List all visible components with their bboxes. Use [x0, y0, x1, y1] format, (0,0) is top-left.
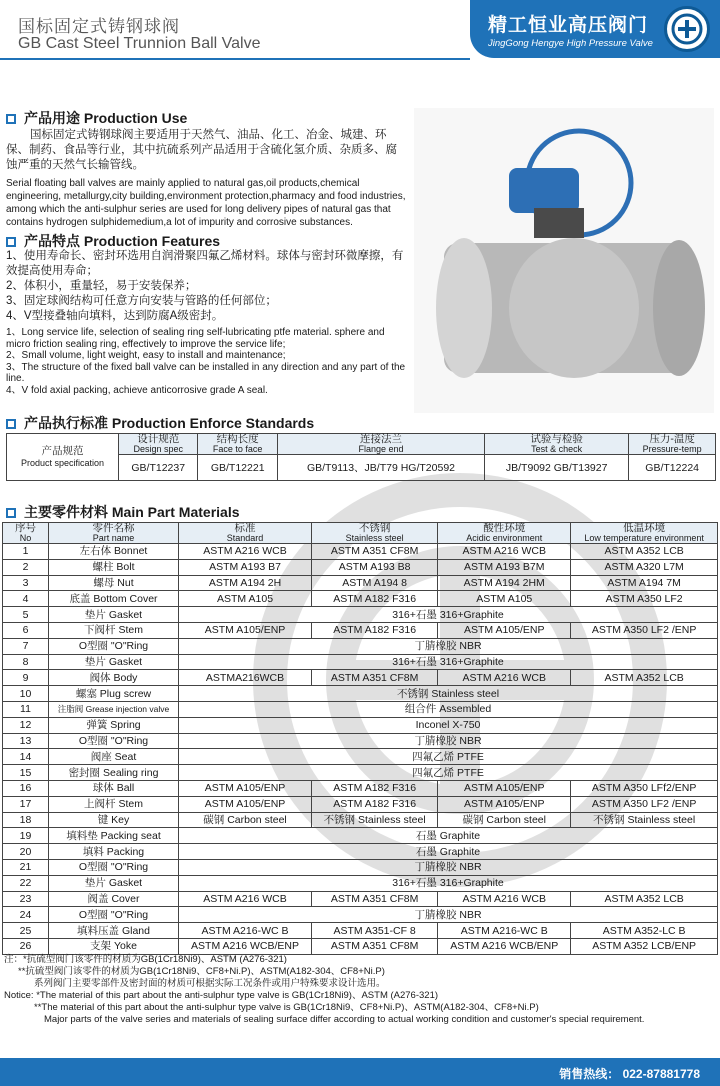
- spec-label: 产品规范 Product specification: [7, 434, 119, 481]
- table-cell: 不锈钢 Stainless steel: [312, 812, 438, 828]
- std-value: GB/T12237: [119, 455, 198, 481]
- table-cell: 13: [3, 733, 49, 749]
- std-value: GB/T12221: [198, 455, 277, 481]
- table-cell: 24: [3, 907, 49, 923]
- bullet-square-icon: [6, 237, 16, 247]
- title-zh: 国标固定式铸钢球阀: [18, 17, 180, 36]
- table-row: [3, 559, 718, 575]
- table-row: [3, 607, 718, 623]
- bullet-square-icon: [6, 508, 16, 518]
- table-cell: 阀座 Seat: [49, 749, 179, 765]
- table-row: [3, 875, 718, 891]
- table-cell: 316+石墨 316+Graphite: [179, 875, 718, 891]
- table-cell: 9: [3, 670, 49, 686]
- table-cell: 支架 Yoke: [49, 938, 179, 954]
- title-en: GB Cast Steel Trunnion Ball Valve: [18, 35, 261, 52]
- std-value: GB/T9113、JB/T79 HG/T20592: [277, 455, 484, 481]
- table-cell: O型圈 "O"Ring: [49, 638, 179, 654]
- note-line: **The material of this part about the anti-sulphur type valve is GB(1Cr18Ni9、CF8+Ni.P)、ASTM(A182-304、CF8+Ni.P): [34, 1002, 539, 1013]
- feature-en: 1、Long service life, selection of sealing ring self-lubricating ptfe material. sphere and micro friction sealing ring, effectively to improve the service life;: [6, 327, 385, 350]
- use-heading: 产品用途 Production Use: [6, 108, 187, 128]
- standards-heading: 产品执行标准 Production Enforce Standards: [6, 413, 314, 433]
- table-cell: 19: [3, 828, 49, 844]
- table-cell: 填料压盖 Gland: [49, 923, 179, 939]
- feature-en: 2、Small volume, light weight, easy to install and maintenance;: [6, 350, 286, 361]
- note-line: 注：*抗硫型阀门该零件的材质为GB(1Cr18Ni9)、ASTM (A276-321): [4, 954, 287, 965]
- table-row: [3, 733, 718, 749]
- page-header: [0, 0, 720, 62]
- note-line: Notice: *The material of this part about the anti-sulphur type valve is GB(1Cr18Ni9)、ASTM (A276-321): [4, 990, 439, 1001]
- table-cell: 丁腈橡胶 NBR: [179, 859, 718, 875]
- table-cell: ASTM A182 F316: [312, 796, 438, 812]
- table-cell: ASTM A350 LF2 /ENP: [571, 796, 718, 812]
- table-cell: O型圈 "O"Ring: [49, 907, 179, 923]
- table-cell: 7: [3, 638, 49, 654]
- table-cell: 弹簧 Spring: [49, 717, 179, 733]
- table-cell: 密封圈 Sealing ring: [49, 765, 179, 781]
- note-line: 系列阀门主要零部件及密封面的材质可根据实际工况条件或用户特殊要求设计选用。: [34, 978, 386, 989]
- table-cell: 26: [3, 938, 49, 954]
- std-head: 连接法兰 Flange end: [277, 434, 484, 455]
- table-row: [3, 859, 718, 875]
- table-cell: 阀盖 Cover: [49, 891, 179, 907]
- table-cell: ASTM A352 LCB: [571, 544, 718, 560]
- table-cell: 20: [3, 844, 49, 860]
- materials-header-cell: 标准 Standard: [179, 523, 312, 544]
- table-cell: 5: [3, 607, 49, 623]
- table-cell: ASTM A105/ENP: [179, 780, 312, 796]
- feature-en: 4、V fold axial packing, achieve anticorrosive grade A seal.: [6, 384, 268, 396]
- table-cell: ASTM A352-LC B: [571, 923, 718, 939]
- table-row: [3, 575, 718, 591]
- table-cell: ASTM A216 WCB/ENP: [179, 938, 312, 954]
- table-cell: Inconel X-750: [179, 717, 718, 733]
- table-cell: ASTM A216-WC B: [438, 923, 571, 939]
- table-cell: 丁腈橡胶 NBR: [179, 733, 718, 749]
- table-cell: ASTM A351 CF8M: [312, 670, 438, 686]
- table-cell: ASTM A193 B7: [179, 559, 312, 575]
- table-cell: 螺塞 Plug screw: [49, 686, 179, 702]
- table-cell: 17: [3, 796, 49, 812]
- table-row: [3, 591, 718, 607]
- use-text-en: Serial floating ball valves are mainly applied to natural gas,oil products,chemical engineering, metallurgy,city building,environment protection,pharmacy and food industries, among which the anti-sulphur series are used for long delivery pipes of natural gas that contains hydrogen sulphidemedium,a lot of impurity and corrosive substances.: [6, 178, 406, 228]
- bullet-square-icon: [6, 419, 16, 429]
- table-cell: 1: [3, 544, 49, 560]
- table-cell: ASTM A216 WCB: [179, 891, 312, 907]
- table-row: [3, 749, 718, 765]
- std-head: 试验与检验 Test & check: [485, 434, 629, 455]
- table-cell: 碳钢 Carbon steel: [438, 812, 571, 828]
- table-row: [3, 701, 718, 717]
- features-list-en: [6, 327, 411, 396]
- table-cell: ASTM A105/ENP: [438, 780, 571, 796]
- table-cell: 25: [3, 923, 49, 939]
- std-head: 压力-温度 Pressure-temp: [629, 434, 716, 455]
- table-cell: ASTM A105/ENP: [179, 622, 312, 638]
- materials-heading: 主要零件材料 Main Part Materials: [6, 502, 240, 522]
- table-cell: ASTM A105/ENP: [179, 796, 312, 812]
- table-cell: 四氟乙烯 PTFE: [179, 765, 718, 781]
- table-row: [3, 638, 718, 654]
- table-cell: 注脂阀 Grease injection valve: [49, 701, 179, 717]
- table-cell: 3: [3, 575, 49, 591]
- brand-name-en: JingGong Hengye High Pressure Valve: [488, 38, 653, 49]
- table-cell: ASTM A182 F316: [312, 780, 438, 796]
- table-cell: 15: [3, 765, 49, 781]
- std-value: JB/T9092 GB/T13927: [485, 455, 629, 481]
- note-line: Major parts of the valve series and materials of sealing surface differ according to actual working condition and customer's special requirement.: [44, 1014, 645, 1025]
- table-cell: 下阀杆 Stem: [49, 622, 179, 638]
- features-list-zh: [6, 249, 411, 324]
- table-cell: 丁腈橡胶 NBR: [179, 638, 718, 654]
- note-line: **抗硫型阀门该零件的材质为GB(1Cr18Ni9、CF8+Ni.P)、ASTM(A182-304、CF8+Ni.P): [18, 966, 385, 977]
- table-row: [3, 670, 718, 686]
- table-cell: ASTM A194 2H: [179, 575, 312, 591]
- table-cell: ASTM A352 LCB: [571, 891, 718, 907]
- table-row: [3, 938, 718, 954]
- materials-header-cell: 酸性环境 Acidic environment: [438, 523, 571, 544]
- std-head: 结构长度 Face to face: [198, 434, 277, 455]
- notes: [4, 954, 719, 1026]
- table-row: [3, 765, 718, 781]
- table-cell: ASTM A350 LF2 /ENP: [571, 622, 718, 638]
- table-cell: 4: [3, 591, 49, 607]
- table-cell: 12: [3, 717, 49, 733]
- use-text-zh: 国标固定式铸钢球阀主要适用于天然气、油品、化工、冶金、城建、环保、制药、食品等行业，其中抗硫系列产品适用于含硫化氢介质、杂质多、腐蚀严重的天然气长输管线。: [6, 129, 397, 171]
- table-cell: 不锈钢 Stainless steel: [179, 686, 718, 702]
- table-cell: 石墨 Graphite: [179, 828, 718, 844]
- table-cell: ASTM A216 WCB/ENP: [438, 938, 571, 954]
- materials-table: [2, 522, 718, 955]
- materials-header-cell: 序号 No: [3, 523, 49, 544]
- feature-zh: 3、固定球阀结构可任意方向安装与管路的任何部位；: [6, 295, 277, 307]
- table-cell: 不锈钢 Stainless steel: [571, 812, 718, 828]
- table-cell: 上阀杆 Stem: [49, 796, 179, 812]
- table-row: [3, 844, 718, 860]
- table-cell: ASTM A105: [438, 591, 571, 607]
- table-cell: 左右体 Bonnet: [49, 544, 179, 560]
- table-cell: 18: [3, 812, 49, 828]
- table-row: [3, 780, 718, 796]
- feature-zh: 2、体积小，重量轻，易于安装保养；: [6, 280, 197, 292]
- table-cell: ASTMA216WCB: [179, 670, 312, 686]
- table-cell: ASTM A216 WCB: [438, 544, 571, 560]
- table-cell: ASTM A351 CF8M: [312, 544, 438, 560]
- table-cell: ASTM A351-CF 8: [312, 923, 438, 939]
- materials-header-cell: 低温环境 Low temperature environment: [571, 523, 718, 544]
- table-cell: 垫片 Gasket: [49, 654, 179, 670]
- table-cell: 2: [3, 559, 49, 575]
- table-cell: ASTM A194 8: [312, 575, 438, 591]
- table-cell: O型圈 "O"Ring: [49, 733, 179, 749]
- table-cell: ASTM A350 LF2: [571, 591, 718, 607]
- table-cell: ASTM A105: [179, 591, 312, 607]
- table-row: [3, 717, 718, 733]
- table-cell: 丁腈橡胶 NBR: [179, 907, 718, 923]
- std-head: 设计规范 Design spec: [119, 434, 198, 455]
- table-cell: 螺母 Nut: [49, 575, 179, 591]
- materials-header-cell: 零件名称 Part name: [49, 523, 179, 544]
- feature-zh: 4、V型接叠轴向填料，达到防腐A级密封。: [6, 310, 224, 322]
- hotline-text: 销售热线： 022-87881778: [559, 1067, 700, 1081]
- hotline-bar: [0, 1058, 720, 1086]
- table-cell: 碳钢 Carbon steel: [179, 812, 312, 828]
- table-cell: 阀体 Body: [49, 670, 179, 686]
- feature-en: 3、The structure of the fixed ball valve can be installed in any direction and any part of the line.: [6, 361, 406, 384]
- table-cell: 螺柱 Bolt: [49, 559, 179, 575]
- table-cell: 8: [3, 654, 49, 670]
- table-row: [3, 622, 718, 638]
- table-cell: ASTM A193 B7M: [438, 559, 571, 575]
- table-cell: 垫片 Gasket: [49, 875, 179, 891]
- table-cell: ASTM A194 7M: [571, 575, 718, 591]
- table-cell: ASTM A350 LFf2/ENP: [571, 780, 718, 796]
- table-cell: ASTM A182 F316: [312, 622, 438, 638]
- bullet-square-icon: [6, 114, 16, 124]
- table-row: [3, 544, 718, 560]
- valve-photo: [414, 108, 714, 413]
- table-cell: 316+石墨 316+Graphite: [179, 607, 718, 623]
- table-cell: 键 Key: [49, 812, 179, 828]
- header-rule: [0, 58, 470, 60]
- table-cell: 四氟乙烯 PTFE: [179, 749, 718, 765]
- table-row: [3, 796, 718, 812]
- table-cell: 组合件 Assembled: [179, 701, 718, 717]
- table-row: [3, 686, 718, 702]
- table-row: [3, 654, 718, 670]
- brand-logo-icon: [664, 6, 710, 52]
- table-cell: ASTM A105/ENP: [438, 796, 571, 812]
- table-cell: 10: [3, 686, 49, 702]
- table-cell: 21: [3, 859, 49, 875]
- table-row: [3, 907, 718, 923]
- table-cell: 底盖 Bottom Cover: [49, 591, 179, 607]
- brand-banner: [470, 0, 720, 58]
- table-cell: 填料垫 Packing seat: [49, 828, 179, 844]
- brand-name-zh: 精工恒业高压阀门: [488, 15, 649, 36]
- std-value: GB/T12224: [629, 455, 716, 481]
- table-row: [3, 828, 718, 844]
- table-cell: ASTM A193 B8: [312, 559, 438, 575]
- table-cell: 316+石墨 316+Graphite: [179, 654, 718, 670]
- table-cell: 石墨 Graphite: [179, 844, 718, 860]
- table-cell: ASTM A216 WCB: [179, 544, 312, 560]
- table-cell: ASTM A105/ENP: [438, 622, 571, 638]
- table-cell: O型圈 "O"Ring: [49, 859, 179, 875]
- table-cell: ASTM A182 F316: [312, 591, 438, 607]
- table-cell: 22: [3, 875, 49, 891]
- table-cell: ASTM A216 WCB: [438, 670, 571, 686]
- feature-zh: 1、使用寿命长、密封环选用自润滑聚四氟乙烯材料。球体与密封环微摩擦，有效提高使用寿命；: [6, 250, 404, 277]
- table-cell: 11: [3, 701, 49, 717]
- table-cell: 填料 Packing: [49, 844, 179, 860]
- table-cell: ASTM A351 CF8M: [312, 938, 438, 954]
- table-cell: 球体 Ball: [49, 780, 179, 796]
- table-cell: ASTM A352 LCB: [571, 670, 718, 686]
- standards-table: [6, 433, 716, 481]
- table-row: [3, 923, 718, 939]
- table-cell: ASTM A216 WCB: [438, 891, 571, 907]
- table-cell: 23: [3, 891, 49, 907]
- table-cell: ASTM A194 2HM: [438, 575, 571, 591]
- table-row: [3, 891, 718, 907]
- table-cell: 垫片 Gasket: [49, 607, 179, 623]
- table-cell: ASTM A320 L7M: [571, 559, 718, 575]
- features-heading: 产品特点 Production Features: [6, 231, 220, 251]
- table-row: [3, 812, 718, 828]
- table-cell: ASTM A216-WC B: [179, 923, 312, 939]
- table-cell: 14: [3, 749, 49, 765]
- table-cell: ASTM A351 CF8M: [312, 891, 438, 907]
- materials-header-cell: 不锈钢 Stainless steel: [312, 523, 438, 544]
- table-cell: 6: [3, 622, 49, 638]
- table-cell: ASTM A352 LCB/ENP: [571, 938, 718, 954]
- table-cell: 16: [3, 780, 49, 796]
